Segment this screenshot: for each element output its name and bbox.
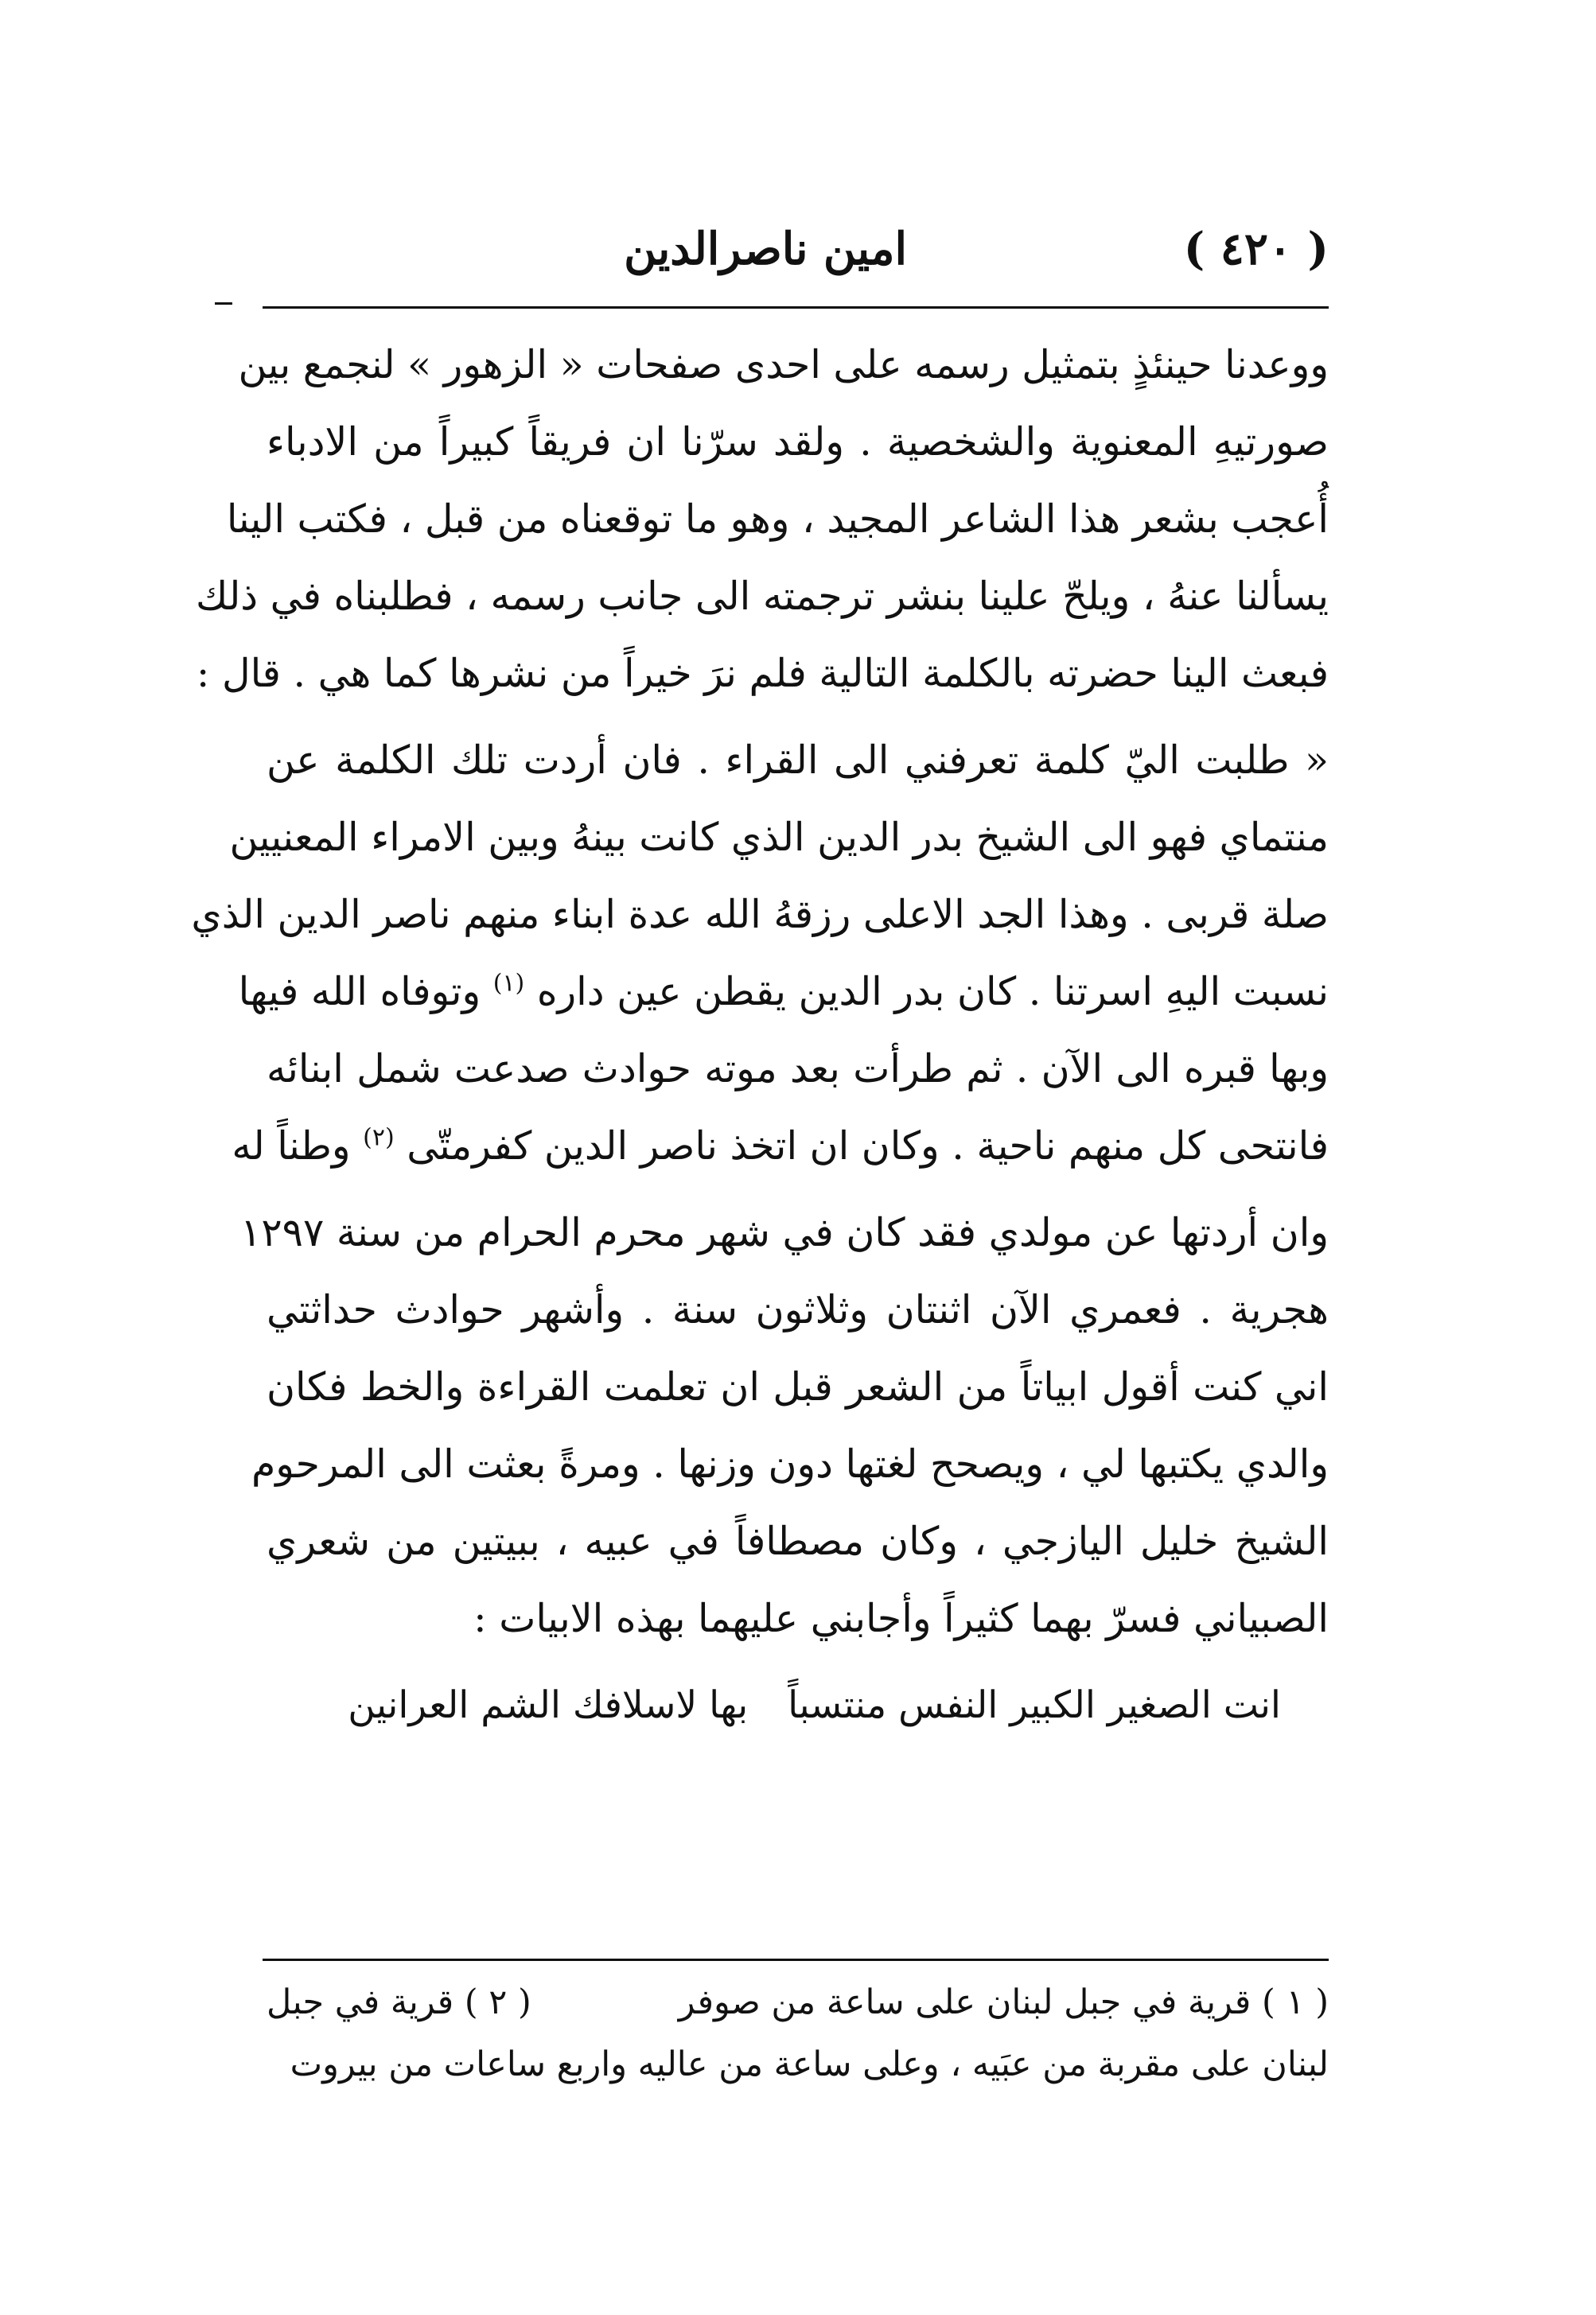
text-line: والدي يكتبها لي ، ويصحح لغتها دون وزنها . ومرةً بعثت الى المرحوم <box>251 1442 1329 1487</box>
text-line: فبعث الينا حضرته بالكلمة التالية فلم نرَ خيراً من نشرها كما هي . قال : <box>196 651 1329 696</box>
header-rule <box>263 306 1329 309</box>
text-line: ووعدنا حينئذٍ بتمثيل رسمه على احدى صفحات « الزهور » لنجمع بين <box>238 342 1329 387</box>
footnote-line <box>267 1971 1329 2033</box>
footnote-1: ( ١ ) قرية في جبل لبنان على ساعة من صوفر <box>678 1982 1329 2022</box>
footnote-2: ( ٢ ) قرية في جبل <box>267 1982 531 2022</box>
poem-hemistich-2: بها لاسلافك الشم العرانين <box>348 1683 749 1727</box>
text-line: منتماي فهو الى الشيخ بدر الدين الذي كانت بينهُ وبين الامراء المعنيين <box>229 815 1329 860</box>
text-line: وان أردتها عن مولدي فقد كان في شهر محرم الحرام من سنة ١٢٩٧ <box>240 1210 1329 1255</box>
paragraph-2 <box>191 722 1329 1185</box>
text-segment: نسبت اليهِ اسرتنا . كان بدر الدين يقطن عين داره <box>536 969 1329 1014</box>
footnote-ref-2: (٢) <box>363 1123 395 1152</box>
text-line: أُعجب بشعر هذا الشاعر المجيد ، وهو ما توقعناه من قبل ، فكتب الينا <box>226 496 1329 542</box>
footnote-continuation: لبنان على مقربة من عبَيه ، وعلى ساعة من عاليه واربع ساعات من بيروت <box>290 2045 1329 2084</box>
footnote-ref-1: (١) <box>492 969 525 998</box>
poem-verse <box>267 1667 1329 1744</box>
text-segment: فانتحى كل منهم ناحية . وكان ان اتخذ ناصر الدين كفرمتّى <box>407 1123 1329 1169</box>
text-line: وبها قبره الى الآن . ثم طرأت بعد موته حوادث صدعت شمل ابنائه <box>267 1046 1329 1091</box>
text-segment: وتوفاه الله فيها <box>238 969 481 1014</box>
footnote-rule <box>263 1959 1329 1961</box>
footnotes <box>267 1971 1329 2095</box>
text-line: الشيخ خليل اليازجي ، وكان مصطافاً في عبيه ، ببيتين من شعري <box>267 1519 1329 1564</box>
paragraph-3 <box>240 1194 1329 1657</box>
text-line: صورتيهِ المعنوية والشخصية . ولقد سرّنا ان فريقاً كبيراً من الادباء <box>267 419 1329 465</box>
text-line <box>238 953 1329 1030</box>
text-line: صلة قربى . وهذا الجد الاعلى رزقهُ الله عدة ابناء منهم ناصر الدين الذي <box>191 892 1329 937</box>
running-title: امين ناصرالدين <box>624 223 907 275</box>
stray-mark <box>215 302 232 305</box>
paragraph-1 <box>196 326 1329 712</box>
text-line <box>232 1107 1329 1185</box>
page-number: ( ٤٢٠ ) <box>1183 223 1329 275</box>
text-segment: وطناً له <box>232 1123 351 1169</box>
text-line: الصبياني فسرّ بهما كثيراً وأجابني عليهما بهذه الابيات : <box>473 1596 1329 1641</box>
poem-hemistich-1: انت الصغير الكبير النفس منتسباً <box>788 1683 1281 1727</box>
text-line: هجرية . فعمري الآن اثنتان وثلاثون سنة . وأشهر حوادث حداثتي <box>267 1287 1329 1333</box>
body-text <box>191 326 1329 1744</box>
text-line: « طلبت اليّ كلمة تعرفني الى القراء . فان أردت تلك الكلمة عن <box>267 737 1329 783</box>
text-line: اني كنت أقول ابياتاً من الشعر قبل ان تعلمت القراءة والخط فكان <box>267 1364 1329 1410</box>
footnote-line <box>267 2033 1329 2095</box>
text-line: يسألنا عنهُ ، ويلحّ علينا بنشر ترجمته الى جانب رسمه ، فطلبناه في ذلك <box>196 574 1329 619</box>
page-header <box>263 215 1329 302</box>
